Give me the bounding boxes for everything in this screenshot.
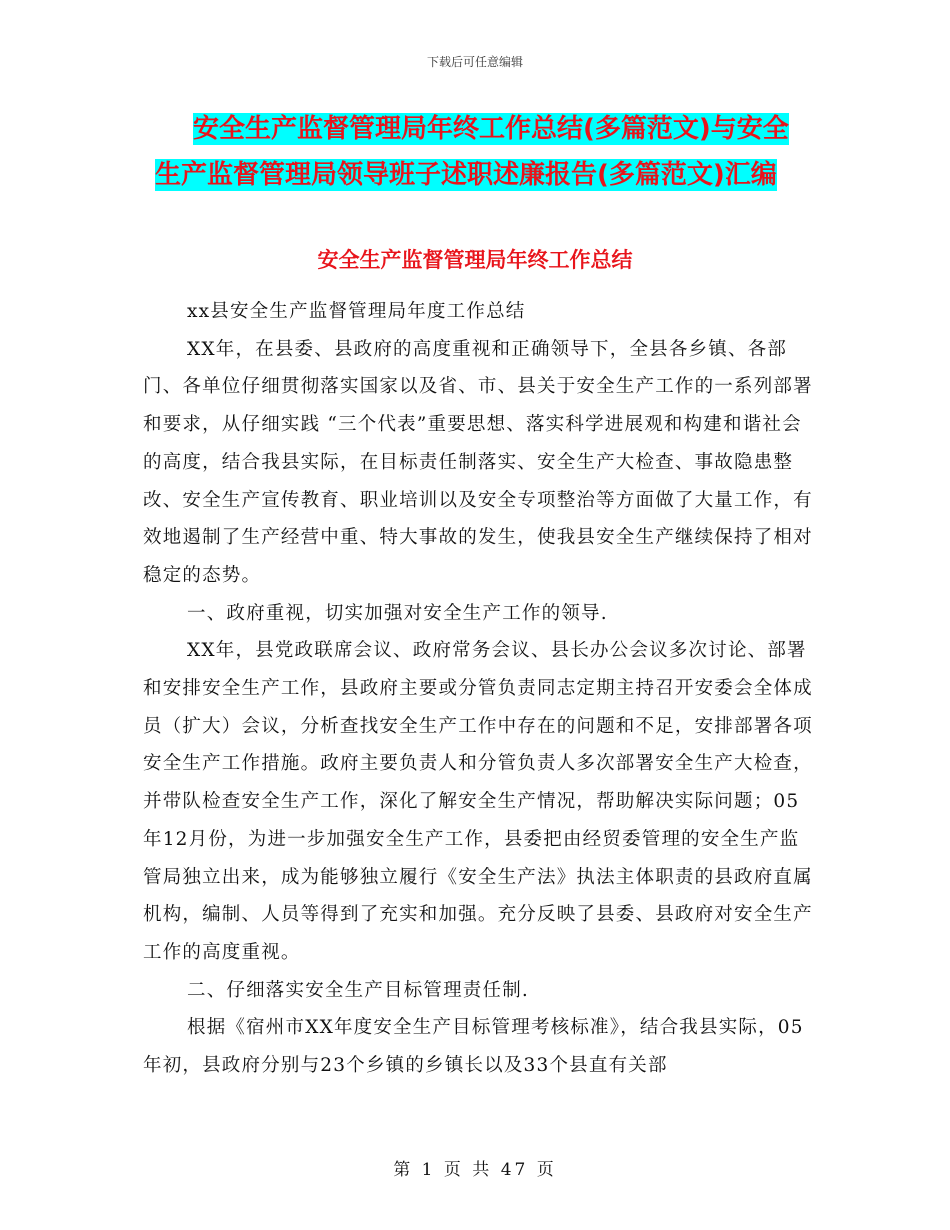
- paragraph: XX年，县党政联席会议、政府常务会议、县长办公会议多次讨论、部署和安排安全生产工作，县政府主要或分管负责同志定期主持召开安委会全体成员（扩大）会议，分析查找安全生产工作中存在的问题和不足，安排部署各项安全生产工作措施。政府主要负责人和分管负责人多次部署安全生产大检查，并带队检查安全生产工作，深化了解安全生产情况，帮助解决实际问题；05年12月份，为进一步加强安全生产工作，县委把由经贸委管理的安全生产监管局独立出来，成为能够独立履行《安全生产法》执法主体职责的县政府直属机构，编制、人员等得到了充实和加强。充分反映了县委、县政府对安全生产工作的高度重视。: [143, 640, 813, 963]
- document-title-text-1: 安全生产监督管理局年终工作总结(多篇范文)与安全: [193, 114, 789, 144]
- paragraph-subtitle: xx县安全生产监督管理局年度工作总结: [187, 301, 526, 322]
- header-note: 下载后可任意编辑: [426, 55, 523, 69]
- document-title-line-1: [155, 104, 853, 154]
- section-title: 安全生产监督管理局年终工作总结: [317, 248, 633, 272]
- document-title-text-2: 生产监督管理局领导班子述职述廉报告(多篇范文)汇编: [155, 160, 777, 190]
- document-body: [143, 293, 813, 1085]
- document-title-line-2: [155, 150, 815, 200]
- paragraph: XX年，在县委、县政府的高度重视和正确领导下，全县各乡镇、各部门、各单位仔细贯彻落实国家以及省、市、县关于安全生产工作的一系列部署和要求，从仔细实践 “三个代表”重要思想、落实科学进展观和构建和谐社会的高度，结合我县实际，在目标责任制落实、安全生产大检查、事故隐患整改、安全生产宣传教育、职业培训以及安全专项整治等方面做了大量工作，有效地遏制了生产经营中重、特大事故的发生，使我县安全生产继续保持了相对稳定的态势。: [143, 338, 813, 586]
- page-footer: 第 1 页 共 47 页: [393, 1160, 557, 1180]
- paragraph-heading: 一、政府重视，切实加强对安全生产工作的领导.: [187, 602, 608, 624]
- paragraph: 根据《宿州市XX年度安全生产目标管理考核标准》，结合我县实际，05年初，县政府分别与23个乡镇的乡镇长以及33个县直有关部: [143, 1017, 804, 1077]
- paragraph-heading: 二、仔细落实安全生产目标管理责任制.: [187, 979, 529, 1001]
